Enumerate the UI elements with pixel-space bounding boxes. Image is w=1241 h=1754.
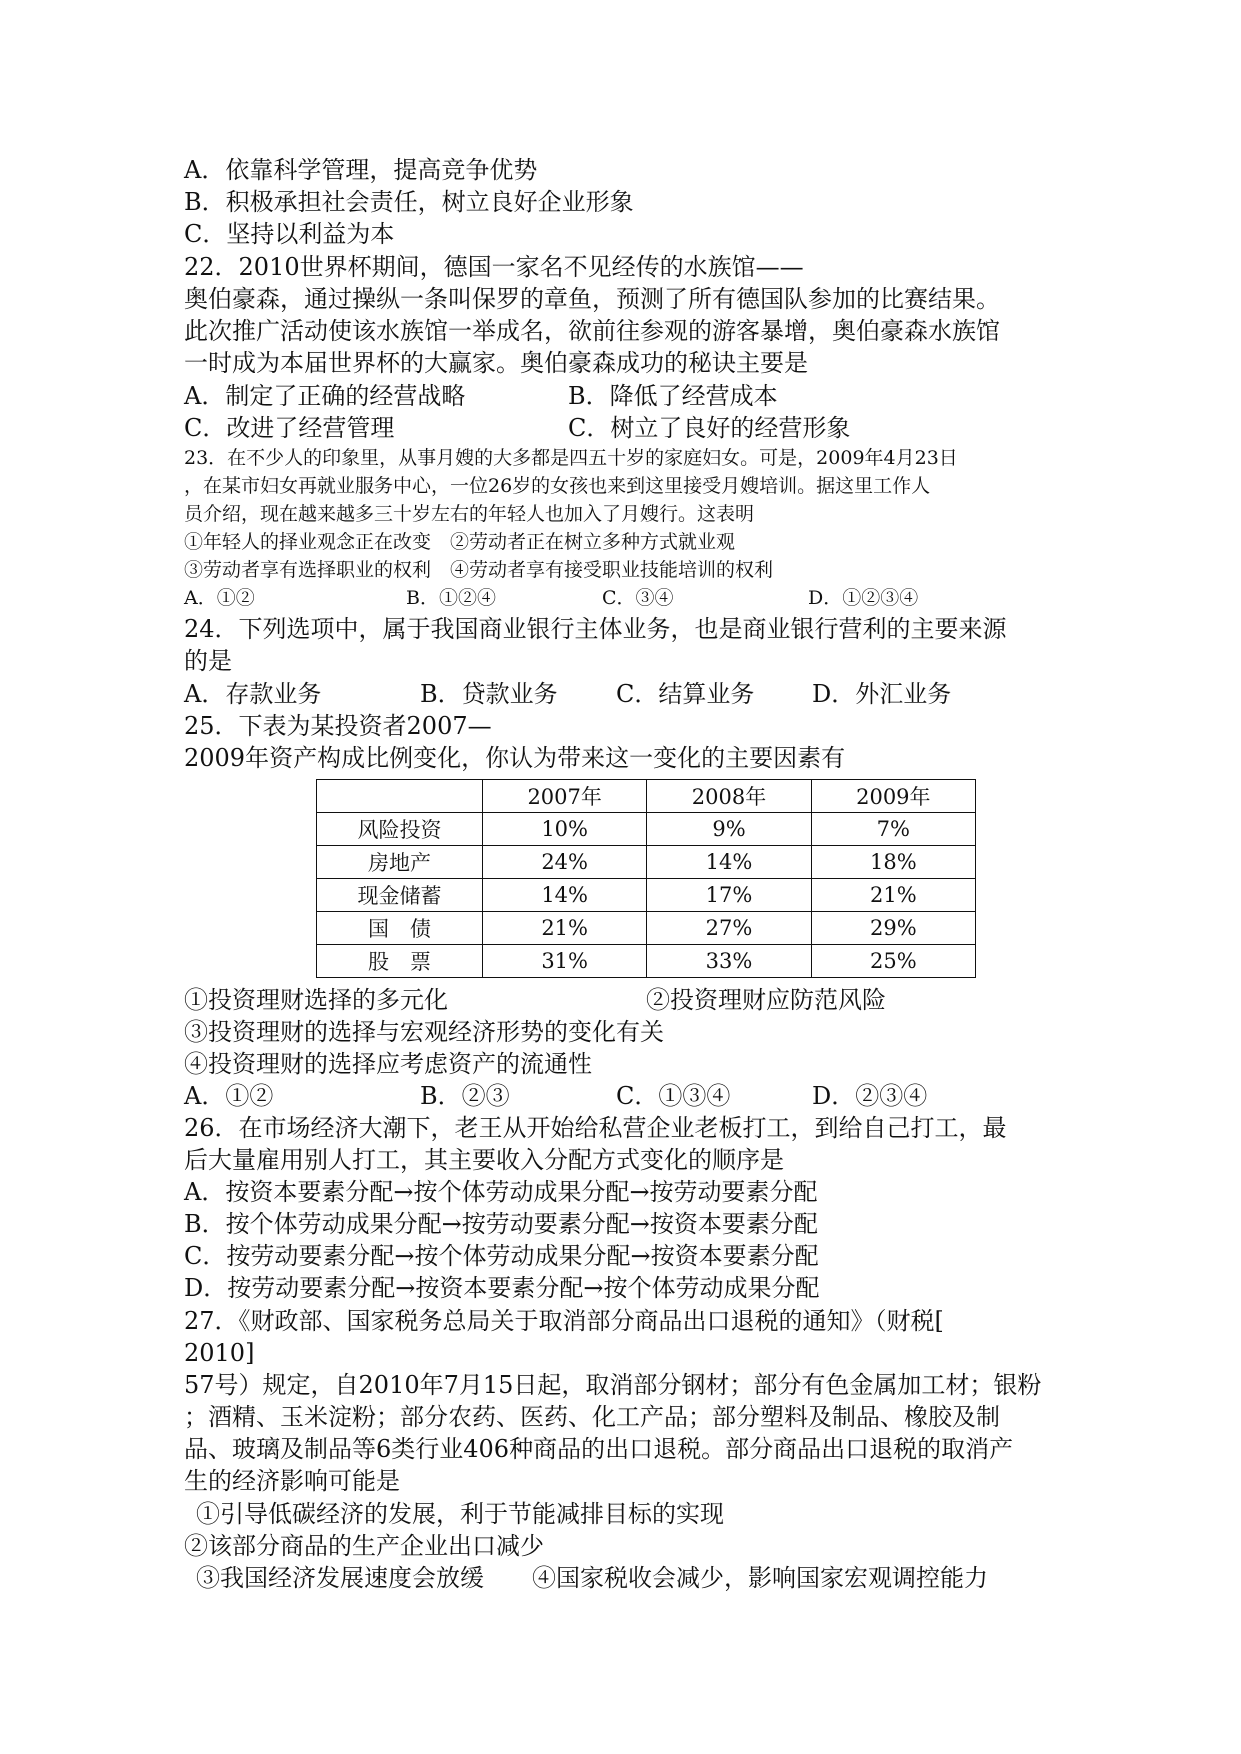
q24-option-b: B．贷款业务 — [420, 680, 558, 708]
table-cell: 25% — [811, 945, 975, 978]
q26-option-b: B．按个体劳动成果分配→按劳动要素分配→按资本要素分配 — [184, 1210, 818, 1238]
row-label: 现金储蓄 — [317, 879, 483, 912]
q21-option-b: B．积极承担社会责任，树立良好企业形象 — [184, 188, 634, 216]
q22-option-c: C．改进了经营管理 — [184, 414, 395, 442]
q24-stem-line: 24．下列选项中，属于我国商业银行主体业务，也是商业银行营利的主要来源 — [184, 615, 1007, 643]
table-row — [317, 912, 976, 945]
table-cell: 33% — [647, 945, 811, 978]
table-row — [317, 879, 976, 912]
q26-stem-line: 后大量雇用别人打工，其主要收入分配方式变化的顺序是 — [184, 1146, 784, 1174]
q22-option-b: B．降低了经营成本 — [568, 382, 778, 410]
q23-statements-line: ③劳动者享有选择职业的权利 ④劳动者享有接受职业技能培训的权利 — [184, 559, 774, 581]
q23-stem-line: ，在某市妇女再就业服务中心，一位26岁的女孩也来到这里接受月嫂培训。据这里工作人 — [184, 475, 931, 497]
q26-stem-line: 26．在市场经济大潮下，老王从开始给私营企业老板打工，到给自己打工，最 — [184, 1114, 1007, 1142]
q22-option-d: C．树立了良好的经营形象 — [568, 414, 851, 442]
table-cell: 17% — [647, 879, 811, 912]
q25-stem-line: 25．下表为某投资者2007— — [184, 712, 492, 740]
table-row — [317, 945, 976, 978]
table-cell: 24% — [483, 846, 647, 879]
q25-option-a: A．①② — [184, 1082, 274, 1110]
q27-stem-line: 品、玻璃及制品等6类行业406种商品的出口退税。部分商品出口退税的取消产 — [184, 1435, 1014, 1463]
table-cell: 10% — [483, 813, 647, 846]
q25-statement-3: ③投资理财的选择与宏观经济形势的变化有关 — [184, 1018, 664, 1046]
q23-option-d: D．①②③④ — [808, 587, 919, 609]
table-cell — [317, 780, 483, 813]
q27-statement-2: ②该部分商品的生产企业出口减少 — [184, 1532, 544, 1560]
q21-option-a: A．依靠科学管理，提高竞争优势 — [184, 156, 538, 184]
table-cell: 21% — [811, 879, 975, 912]
table-cell: 7% — [811, 813, 975, 846]
table-row — [317, 813, 976, 846]
q25-option-d: D．②③④ — [812, 1082, 928, 1110]
table-header-cell: 2009年 — [811, 780, 975, 813]
table-cell: 29% — [811, 912, 975, 945]
table-cell: 14% — [647, 846, 811, 879]
table-header-cell: 2008年 — [647, 780, 811, 813]
asset-allocation-table — [316, 779, 976, 978]
q27-statement-1: ①引导低碳经济的发展，利于节能减排目标的实现 — [196, 1500, 724, 1528]
table-header-row — [317, 780, 976, 813]
q23-option-a: A．①② — [184, 587, 255, 609]
q26-option-d: D．按劳动要素分配→按资本要素分配→按个体劳动成果分配 — [184, 1274, 820, 1302]
q23-stem-line: 23．在不少人的印象里，从事月嫂的大多都是四五十岁的家庭妇女。可是，2009年4月23日 — [184, 447, 958, 469]
q25-statement-1: ①投资理财选择的多元化 — [184, 986, 448, 1014]
q22-stem-line: 奥伯豪森，通过操纵一条叫保罗的章鱼，预测了所有德国队参加的比赛结果。 — [184, 285, 1000, 313]
table-cell: 9% — [647, 813, 811, 846]
row-label: 风险投资 — [317, 813, 483, 846]
q27-stem-line: ；酒精、玉米淀粉；部分农药、医药、化工产品；部分塑料及制品、橡胶及制 — [184, 1403, 1000, 1431]
table-cell: 14% — [483, 879, 647, 912]
q23-statements-line: ①年轻人的择业观念正在改变 ②劳动者正在树立多种方式就业观 — [184, 531, 736, 553]
q25-statement-2: ②投资理财应防范风险 — [646, 986, 886, 1014]
q27-stem-line: 2010] — [184, 1339, 255, 1367]
q27-statement-3-4: ③我国经济发展速度会放缓 ④国家税收会减少，影响国家宏观调控能力 — [196, 1564, 988, 1592]
q26-option-a: A．按资本要素分配→按个体劳动成果分配→按劳动要素分配 — [184, 1178, 818, 1206]
q22-option-a: A．制定了正确的经营战略 — [184, 382, 466, 410]
table-header-cell: 2007年 — [483, 780, 647, 813]
q24-option-c: C．结算业务 — [616, 680, 755, 708]
q24-option-a: A．存款业务 — [184, 680, 322, 708]
q27-stem-line: 57号）规定，自2010年7月15日起，取消部分钢材；部分有色金属加工材；银粉 — [184, 1371, 1042, 1399]
q22-stem-line: 22．2010世界杯期间，德国一家名不见经传的水族馆—— — [184, 253, 804, 281]
q23-option-b: B．①②④ — [406, 587, 496, 609]
table-row — [317, 846, 976, 879]
table-cell: 21% — [483, 912, 647, 945]
q24-option-d: D．外汇业务 — [812, 680, 952, 708]
row-label: 房地产 — [317, 846, 483, 879]
row-label: 股 票 — [317, 945, 483, 978]
q23-stem-line: 员介绍，现在越来越多三十岁左右的年轻人也加入了月嫂行。这表明 — [184, 503, 755, 525]
q22-stem-line: 一时成为本届世界杯的大赢家。奥伯豪森成功的秘诀主要是 — [184, 349, 808, 377]
q23-option-c: C．③④ — [602, 587, 674, 609]
q27-stem-line: 生的经济影响可能是 — [184, 1467, 400, 1495]
q24-stem-line: 的是 — [184, 647, 232, 675]
q22-stem-line: 此次推广活动使该水族馆一举成名，欲前往参观的游客暴增，奥伯豪森水族馆 — [184, 317, 1000, 345]
row-label: 国 债 — [317, 912, 483, 945]
q25-stem-line: 2009年资产构成比例变化，你认为带来这一变化的主要因素有 — [184, 744, 846, 772]
table-cell: 27% — [647, 912, 811, 945]
table-cell: 18% — [811, 846, 975, 879]
q27-stem-line: 27．《财政部、国家税务总局关于取消部分商品出口退税的通知》（财税[ — [184, 1307, 944, 1335]
q25-option-c: C．①③④ — [616, 1082, 731, 1110]
table-cell: 31% — [483, 945, 647, 978]
q25-option-b: B．②③ — [420, 1082, 510, 1110]
q26-option-c: C．按劳动要素分配→按个体劳动成果分配→按资本要素分配 — [184, 1242, 819, 1270]
q21-option-c: C．坚持以利益为本 — [184, 220, 395, 248]
q25-statement-4: ④投资理财的选择应考虑资产的流通性 — [184, 1050, 592, 1078]
